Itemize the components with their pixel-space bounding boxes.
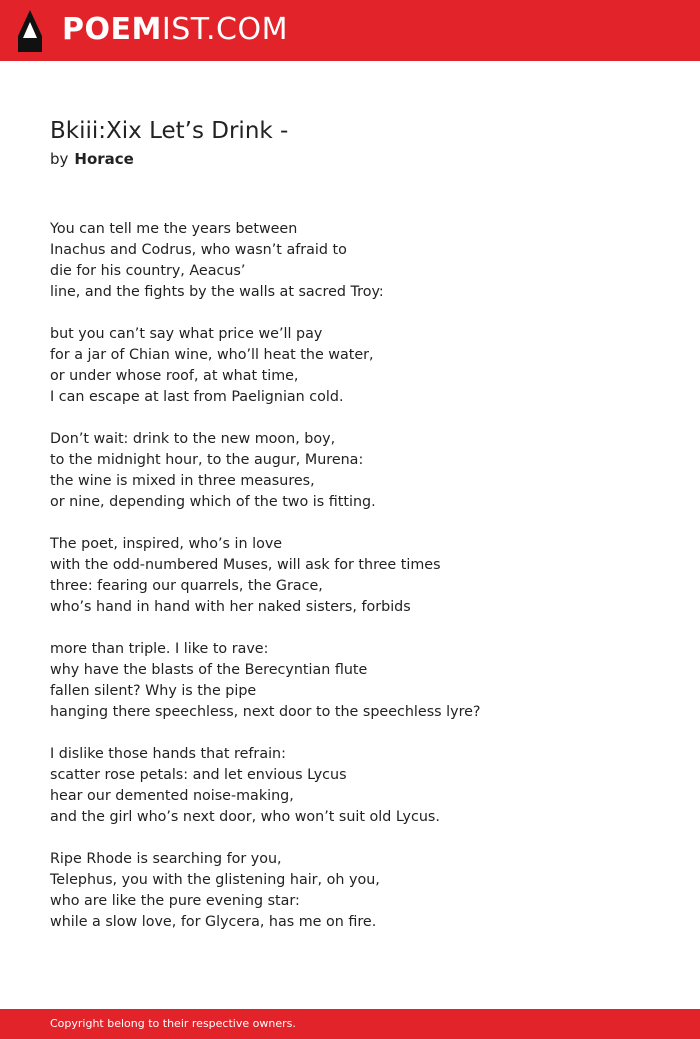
poem-line: I can escape at last from Paelignian cold. — [50, 389, 344, 405]
logo-bold-text: POEM — [62, 12, 162, 47]
poem-line: I dislike those hands that refrain: — [50, 746, 286, 762]
poem-line: for a jar of Chian wine, who’ll heat the water, — [50, 347, 374, 363]
stanza — [50, 639, 670, 723]
poem-line: while a slow love, for Glycera, has me on fire. — [50, 914, 377, 930]
poem-line: to the midnight hour, to the augur, Murena: — [50, 452, 364, 468]
poem-line: the wine is mixed in three measures, — [50, 473, 315, 489]
site-header — [0, 0, 700, 61]
poem-line: line, and the fights by the walls at sacred Troy: — [50, 284, 384, 300]
poem-line: Telephus, you with the glistening hair, oh you, — [50, 872, 380, 888]
poem-line: die for his country, Aeacus’ — [50, 263, 246, 279]
poem-line: hear our demented noise-making, — [50, 788, 294, 804]
poem-line: who’s hand in hand with her naked sisters, forbids — [50, 599, 411, 615]
poem-line: more than triple. I like to rave: — [50, 641, 269, 657]
poem-line: hanging there speechless, next door to the speechless lyre? — [50, 704, 481, 720]
poem-line: Ripe Rhode is searching for you, — [50, 851, 282, 867]
pencil-logo-icon — [18, 10, 42, 52]
stanza — [50, 219, 670, 303]
site-logo[interactable] — [62, 11, 288, 49]
poem-line: and the girl who’s next door, who won’t suit old Lycus. — [50, 809, 440, 825]
stanza — [50, 744, 670, 828]
site-footer — [0, 1009, 700, 1039]
poem-line: Inachus and Codrus, who wasn’t afraid to — [50, 242, 347, 258]
poem-title: Bkiii:Xix Let’s Drink - — [50, 118, 289, 144]
poem-line: Don’t wait: drink to the new moon, boy, — [50, 431, 336, 447]
by-label: by — [50, 150, 69, 168]
poem-line: but you can’t say what price we’ll pay — [50, 326, 323, 342]
stanza — [50, 429, 670, 513]
stanza — [50, 324, 670, 408]
author-name: Horace — [74, 150, 134, 168]
poem-line: scatter rose petals: and let envious Lycus — [50, 767, 347, 783]
logo-rest-text: IST.COM — [161, 12, 288, 47]
poem-line: who are like the pure evening star: — [50, 893, 300, 909]
poem-line: fallen silent? Why is the pipe — [50, 683, 257, 699]
stanza — [50, 534, 670, 618]
poem-line: The poet, inspired, who’s in love — [50, 536, 283, 552]
poem-line: three: fearing our quarrels, the Grace, — [50, 578, 323, 594]
poem-line: with the odd-numbered Muses, will ask for three times — [50, 557, 441, 573]
poem-body — [50, 219, 670, 954]
poem-line: why have the blasts of the Berecyntian flute — [50, 662, 368, 678]
copyright-notice: Copyright belong to their respective owners. — [50, 1017, 296, 1030]
byline — [50, 148, 134, 170]
poem-line: or nine, depending which of the two is fitting. — [50, 494, 376, 510]
poem-line: or under whose roof, at what time, — [50, 368, 299, 384]
poem-line: You can tell me the years between — [50, 221, 298, 237]
stanza — [50, 849, 670, 933]
